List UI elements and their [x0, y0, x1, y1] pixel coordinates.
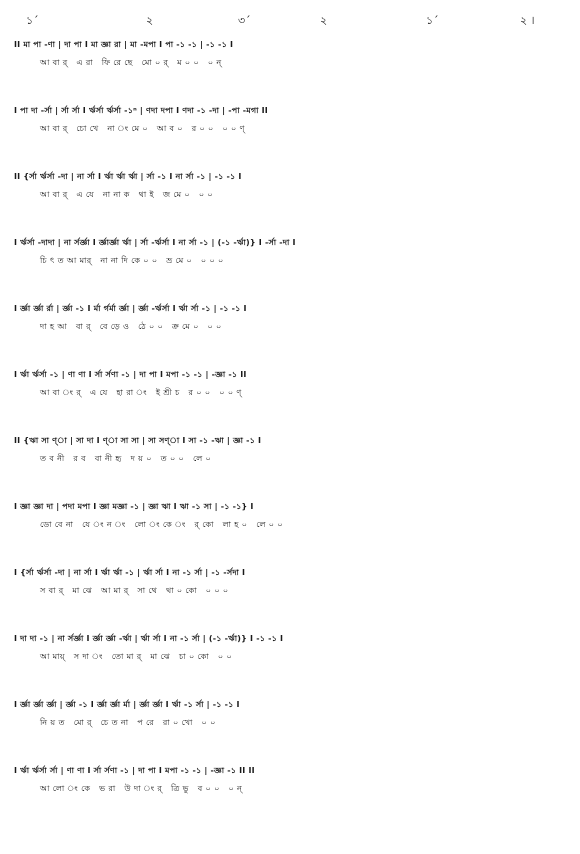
swaralipi-notes: I জ্ঞা জ্ঞা দা | পদা মপা I জ্ঞা মজ্ঞা -১ | জ্ঞা ঋা I ঋা -১ সা | -১ -১} I — [14, 502, 254, 511]
beat-mark: ১´ — [426, 14, 439, 27]
notation-line — [14, 696, 570, 732]
beat-mark: ২ । — [520, 14, 535, 27]
song-lyrics: স বা র্ মা ঝে আ মা র্ সা থে থা ০ কো ০ ০ ০ — [40, 586, 229, 595]
song-lyrics: আ বা র্ এ রা ফি রে ছে মো ০ র্ ম ০ ০ ০ ন্ — [40, 58, 222, 67]
song-lyrics: আ মায়্ স দা ং তো মা র্ মা ঝে চা ০ কো ০ ০ — [40, 652, 233, 661]
swaralipi-notes: I পা দা -র্সা | র্সা র্সা I র্ঋর্সা র্ঋর্সা -১ⁿ | ণদা দপা I ণদা -১ -দা | -পা -মগা II — [14, 106, 268, 115]
swaralipi-notes: I র্ঋা র্ঋর্সা -১ | ণা ণা I র্সা র্সণা -১ | দা পা I মপা -১ -১ | -জ্ঞা -১ II — [14, 370, 247, 379]
beat-mark: ২ — [146, 14, 154, 27]
swaralipi-notes: I দা দা -১ | না র্সর্জ্ঞা I র্জ্ঞা র্জ্ঞা -র্ঋা | র্ঋা র্সা I না -১ র্সা | (-১ -র্ঋা)} I -১ -১ I — [14, 634, 284, 643]
notation-line — [14, 432, 570, 468]
song-lyrics: আ বা র্ চো খে না ং মে ০ আ ব ০ র ০ ০ ০ ০ ণ্ — [40, 124, 245, 133]
notation-line — [14, 36, 570, 72]
notation-line — [14, 630, 570, 666]
swaralipi-notes: I র্জ্ঞা র্জ্ঞা র্রা | র্জ্ঞা -১ I র্মা র্গর্মা র্জ্ঞা | র্জ্ঞা -র্ঋর্সা I র্ঋা র্সা -১ | -১ -১ I — [14, 304, 247, 313]
notation-line — [14, 366, 570, 402]
beat-mark: ১´ — [26, 14, 39, 27]
song-lyrics: নি য় ত মো র্ চে ত না প রে রা ০ খো ০ ০ — [40, 718, 216, 727]
swaralipi-notes: II মা পা -ণা | দা পা I মা জ্ঞা রা | মা -মপা I পা -১ -১ | -১ -১ I — [14, 40, 234, 49]
notation-line — [14, 564, 570, 600]
song-lyrics: ত ব নী র ব বা নী হৃ দ য় ০ ত ০ ০ লে ০ — [40, 454, 212, 463]
swaralipi-notes: I র্ঋা র্ঋর্সা র্সা | ণা ণা I র্সা র্সণা -১ | দা পা I মপা -১ -১ | -জ্ঞা -১ II II — [14, 766, 255, 775]
song-lyrics: দা হ আ বা র্ বে ড়ে ও ঠে ০ ০ ক্র মে ০ ০ ০ — [40, 322, 222, 331]
beat-mark: ৩´ — [238, 14, 251, 27]
notation-line — [14, 168, 570, 204]
notation-line — [14, 234, 570, 270]
swaralipi-notes: I র্ঋর্সা -দাদা | না র্সর্জ্ঞা I র্জ্ঞার্জ্ঞা র্ঋা | র্সা -র্ঋর্সা I না র্সা -১ | (-১ -র্ঋা)} I -র্সা -দা I — [14, 238, 296, 247]
swaralipi-notes: I র্জ্ঞা র্জ্ঞা র্জ্ঞা | র্জ্ঞা -১ I র্জ্ঞা র্জ্ঞা র্মা | র্জ্ঞা র্জ্ঞা I র্ঋা -১ র্সা | -১ -১ I — [14, 700, 240, 709]
beat-mark: ২ — [320, 14, 328, 27]
notation-line — [14, 498, 570, 534]
song-lyrics: আ বা ং র্ এ যে হা রা ং ই শ্রী চ র ০ ০ ০ ০ ণ্ — [40, 388, 242, 397]
song-lyrics: আ লো ং কে ভ রা উ দা ং র্ ত্রি ভু ব ০ ০ ০ ন্ — [40, 784, 243, 793]
notation-line — [14, 102, 570, 138]
swaralipi-notes: I {র্সা র্ঋর্সা -দা | না র্সা I র্ঋা র্ঋা -১ | র্ঋা র্সা I না -১ র্সা | -১ -র্সদা I — [14, 568, 246, 577]
notation-line — [14, 300, 570, 336]
swaralipi-notes: II {ঋা সা ণ্া | সা দা I ণ্া সা সা | সা সণ্া I সা -১ -ঋা | জ্ঞা -১ I — [14, 436, 262, 445]
song-lyrics: চি ৎ ত আ মার্ না না দি কে ০ ০ ভ্র মে ০ ০ ০ ০ — [40, 256, 224, 265]
song-lyrics: আ বা র্ এ যে না না ক থা ই জ মে ০ ০ ০ — [40, 190, 213, 199]
notation-line — [14, 762, 570, 798]
song-lyrics: ডো বে না যে ং ন ং লো ং কে ং র্ কো লা হ ০ লে ০ ০ — [40, 520, 283, 529]
beat-marks — [14, 12, 566, 28]
swaralipi-notes: II {র্সা র্ঋর্সা -দা | না র্সা I র্ঋা র্ঋা র্ঋা | র্সা -১ I না র্সা -১ | -১ -১ I — [14, 172, 242, 181]
